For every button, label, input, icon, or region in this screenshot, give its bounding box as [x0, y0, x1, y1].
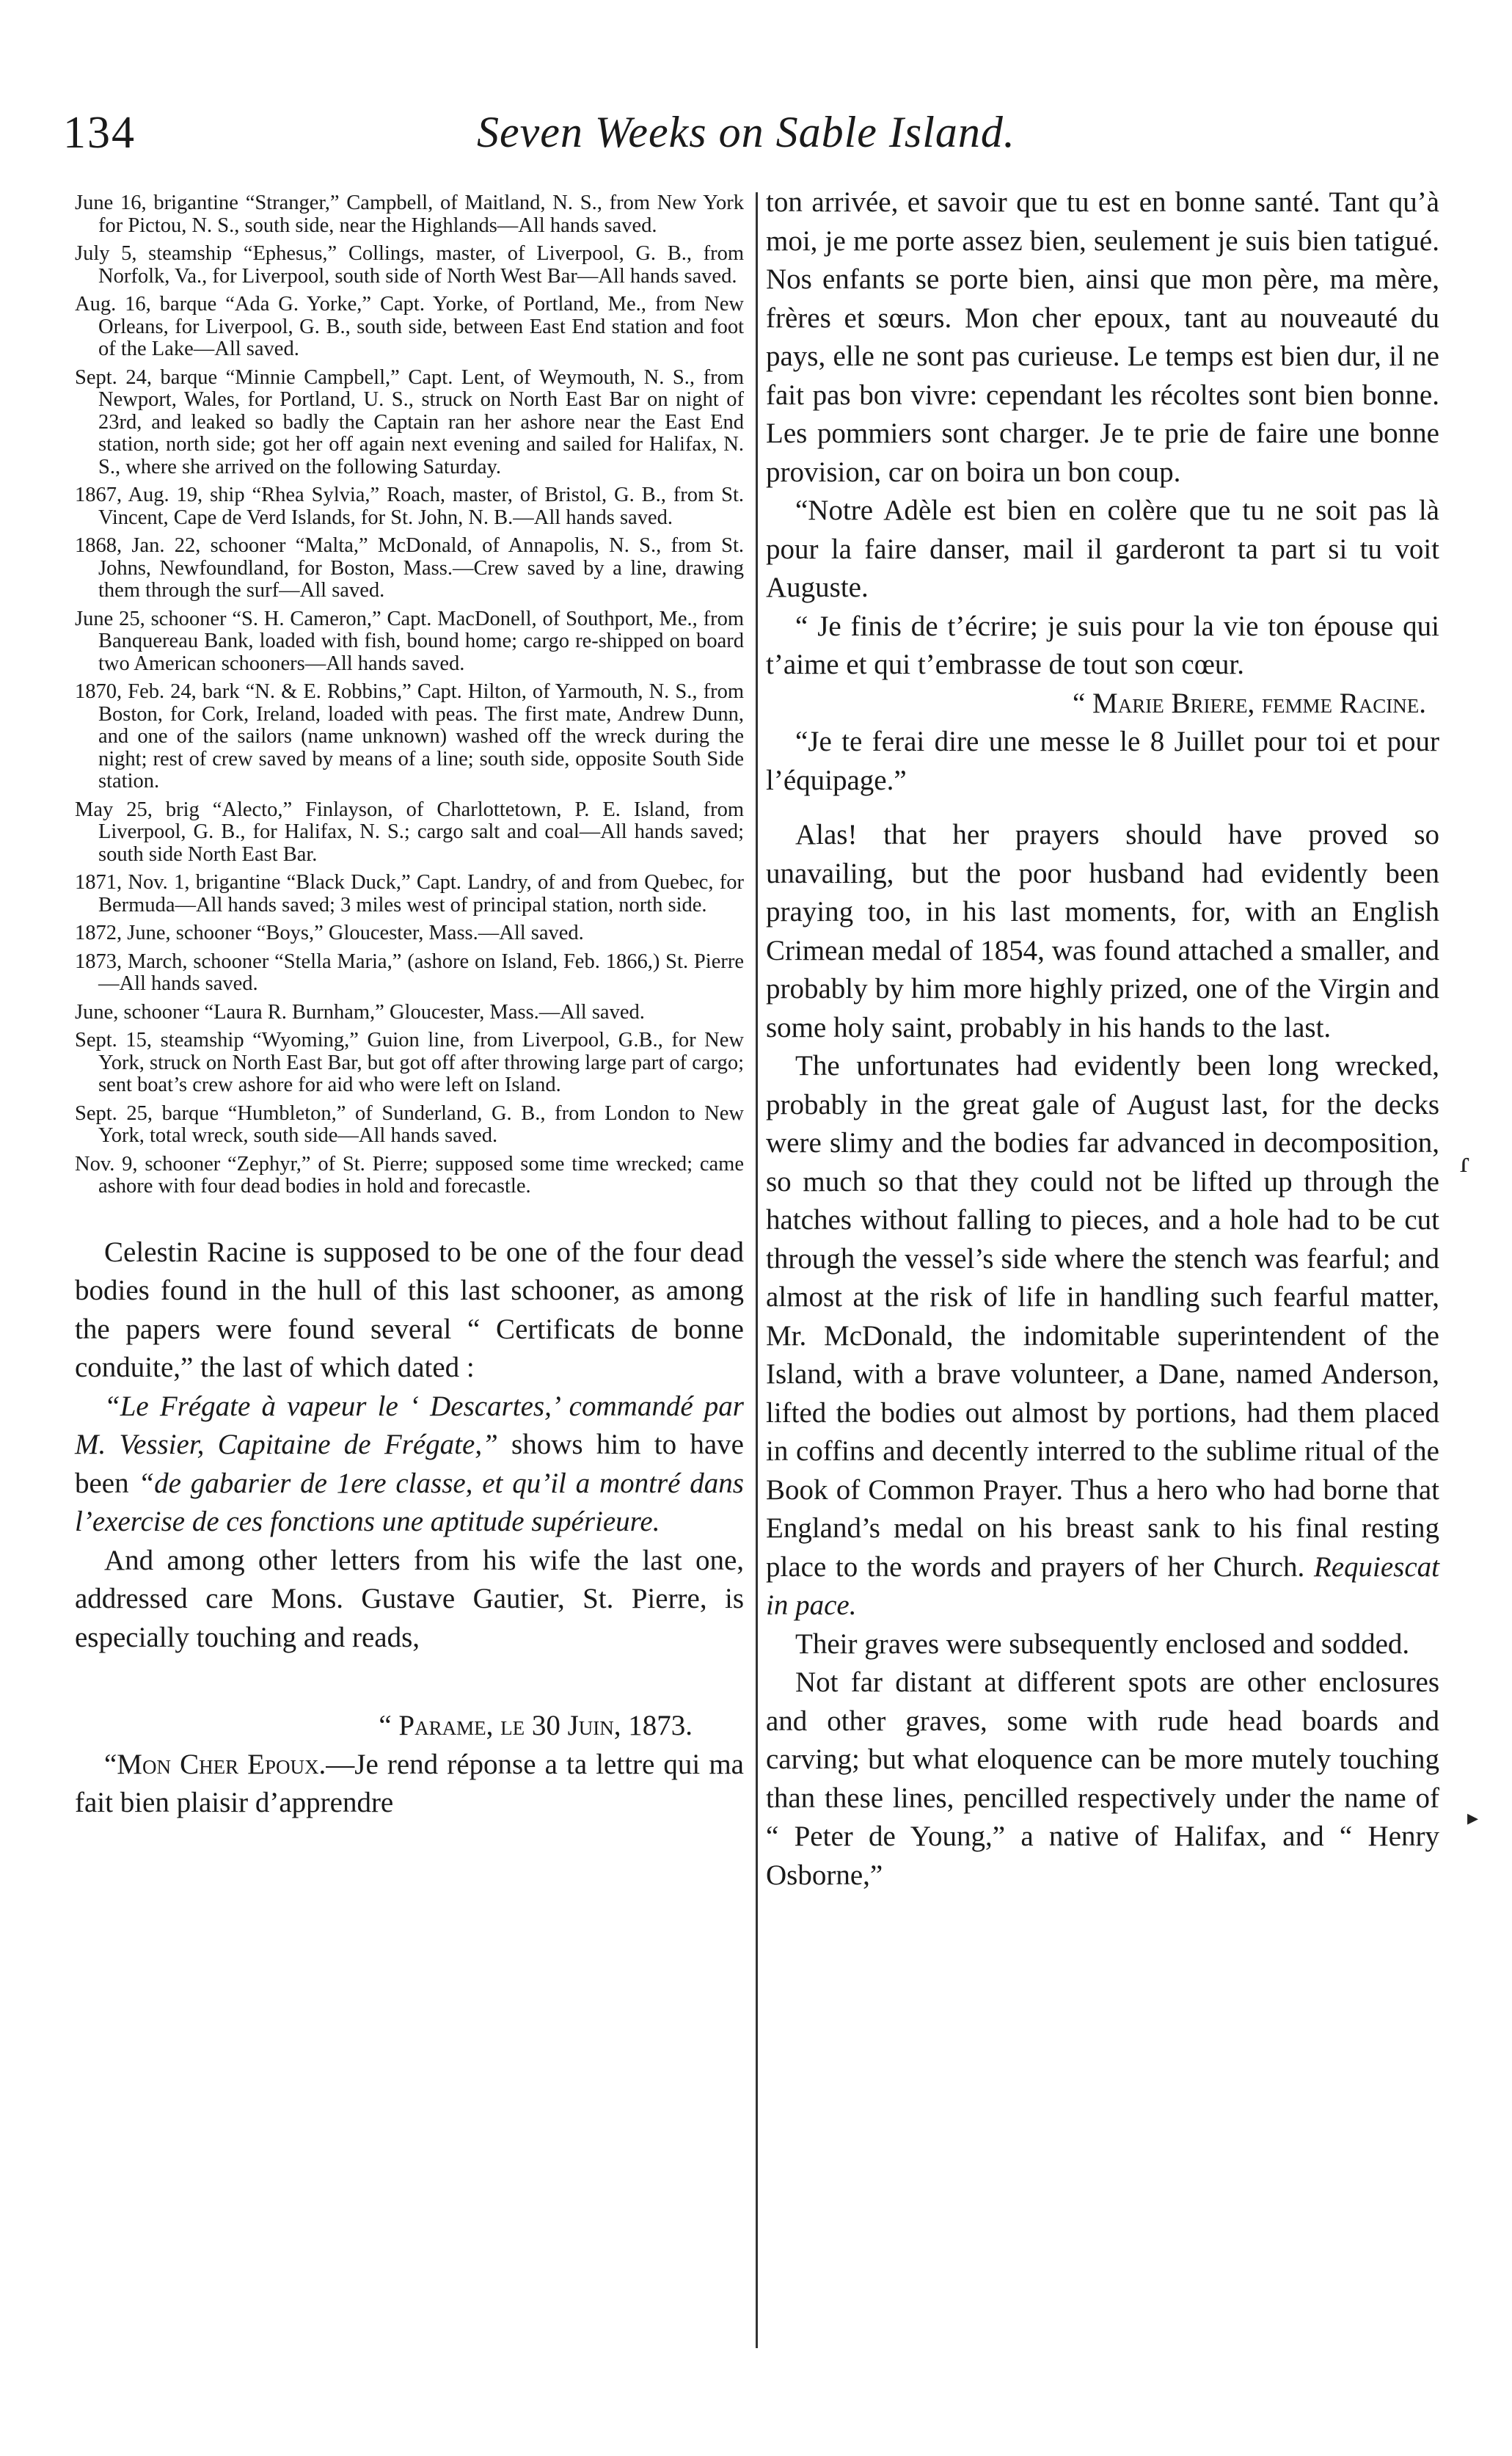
wreck-entry: June 25, schooner “S. H. Cameron,” Capt. MacDonell, of Southport, Me., from Banquereau Bank, loaded with fish, bound home; cargo re-shipped on board two American schooners—All hands saved.	[75, 607, 744, 675]
page-number: 134	[63, 108, 136, 158]
letter-dateline: “ Parame, le 30 Juin, 1873.	[379, 1710, 693, 1741]
wreck-entry: Aug. 16, barque “Ada G. Yorke,” Capt. Yorke, of Portland, Me., from New Orleans, for Liverpool, G. B., south side, between East End station and foot of the Lake—All saved.	[75, 293, 744, 360]
wreck-entry: Sept. 24, barque “Minnie Campbell,” Capt. Lent, of Weymouth, N. S., from Newport, Wales, for Portland, U. S., struck on North East Bar on night of 23rd, and leaked so badly the Captain ran her ashore near the East End station, north side; got her off again next evening and sailed for Halifax, N. S., where she arrived on the following Saturday.	[75, 365, 744, 478]
body-paragraph: Not far distant at different spots are other enclosures and other graves, some with rude head boards and carving; but what eloquence can be more mutely touching than these lines, pencilled respectively under the name of “ Peter de Young,” a native of Halifax, and “ Henry Osborne,”	[766, 1666, 1439, 1891]
body-paragraph	[766, 1047, 1439, 1625]
wreck-entry: May 25, brig “Alecto,” Finlayson, of Charlottetown, P. E. Island, from Liverpool, G. B., for Halifax, N. S.; cargo salt and coal—All hands saved; south side North East Bar.	[75, 798, 744, 866]
body-text: shows him to have been	[75, 1429, 744, 1499]
body-paragraph: Their graves were subsequently enclosed and sodded.	[795, 1628, 1410, 1660]
wreck-entry: 1870, Feb. 24, bark “N. & E. Robbins,” Capt. Hilton, of Yarmouth, N. S., from Boston, for Cork, Ireland, loaded with peas. The first mate, Andrew Dunn, and one of the sailors (name unknown) washed off the wreck during the night; rest of crew saved by means of a line; south side, opposite South Side station.	[75, 680, 744, 792]
body-paragraph	[75, 1746, 744, 1823]
body-text: The unfortunates had evidently been long wrecked, probably in the great gale of August last, for the decks were slimy and the bodies far advanced in decomposition, so much so that they could not be lifted up through the hatches without falling to pieces, and a hole had to be cut through the vessel’s side where the stench was fearful; and almost at the risk of life in handling such fearful matter, Mr. McDonald, the indomitable superintendent of the Island, with a brave volunteer, a Dane, named Anderson, lifted the bodies out almost by portions, had them placed in coffins and decently interred to the sublime ritual of the Book of Common Prayer. Thus a hero who had borne that England’s medal on his breast sank to his final resting place to the words and prayers of her Church.	[766, 1050, 1439, 1583]
italic-quote: “Le Frégate à vapeur le ‘ Descartes,’ commandé par M. Vessier, Capitaine de Frégate,”	[75, 1390, 744, 1460]
body-paragraph: Celestin Racine is supposed to be one of the four dead bodies found in the hull of this last schooner, as among the papers were found several “ Certificats de bonne conduite,” the last of which dated :	[75, 1236, 744, 1383]
right-column	[766, 183, 1439, 1895]
left-column	[75, 192, 744, 1823]
wreck-entry: Sept. 15, steamship “Wyoming,” Guion line, from Liverpool, G.B., for New York, struck on North East Bar, but got off after throwing large part of cargo; sent boat’s crew ashore for aid who were left on Island.	[75, 1029, 744, 1096]
column-divider	[756, 192, 758, 2348]
wreck-entry: Sept. 25, barque “Humbleton,” of Sunderland, G. B., from London to New York, total wreck, south side—All hands saved.	[75, 1101, 744, 1147]
wreck-entry: June, schooner “Laura R. Burnham,” Gloucester, Mass.—All saved.	[75, 1000, 645, 1024]
wreck-entry: 1868, Jan. 22, schooner “Malta,” McDonald, of Annapolis, N. S., from St. Johns, Newfoundland, for Boston, Mass.—Crew saved by a line, drawing them through the surf—All saved.	[75, 534, 744, 602]
wreck-entry: July 5, steamship “Ephesus,” Collings, master, of Liverpool, G. B., from Norfolk, Va., for Liverpool, south side of North West Bar—All hands saved.	[75, 242, 744, 288]
wreck-entry: 1867, Aug. 19, ship “Rhea Sylvia,” Roach, master, of Bristol, G. B., from St. Vincent, Cape de Verd Islands, for St. John, N. B.—All hands saved.	[75, 484, 744, 529]
margin-mark: ▸	[1467, 1806, 1479, 1830]
wreck-entry: Nov. 9, schooner “Zephyr,” of St. Pierre; supposed some time wrecked; came ashore with four dead bodies in hold and forecastle.	[75, 1152, 744, 1198]
italic-quote: Requiescat in pace.	[766, 1551, 1439, 1621]
body-paragraph	[75, 1388, 744, 1542]
wreck-entry: 1871, Nov. 1, brigantine “Black Duck,” Capt. Landry, of and from Quebec, for Bermuda—All hands saved; 3 miles west of principal station, north side.	[75, 871, 744, 917]
wreck-entry: 1873, March, schooner “Stella Maria,” (ashore on Island, Feb. 1866,) St. Pierre—All hands saved.	[75, 950, 744, 995]
margin-mark: ɾ	[1460, 1145, 1470, 1178]
wreck-entry: June 16, brigantine “Stranger,” Campbell, of Maitland, N. S., from New York for Pictou, N. S., south side, near the Highlands—All hands saved.	[75, 192, 744, 237]
body-paragraph: And among other letters from his wife the last one, addressed care Mons. Gustave Gautier, St. Pierre, is especially touching and reads,	[75, 1544, 744, 1653]
body-text: —Je rend réponse a ta lettre qui ma fait bien plaisir d’apprendre	[75, 1748, 744, 1818]
body-paragraph: ton arrivée, et savoir que tu est en bonne santé. Tant qu’à moi, je me porte assez bien, seulement je suis bien tatigué. Nos enfants se porte bien, ainsi que mon père, ma mère, frères et sœurs. Mon cher epoux, tant au nouveauté du pays, elle ne sont pas curieuse. Le temps est bien dur, il ne fait pas bon vivre: cependant les récoltes sont bien bonne. Les pommiers sont charger. Je te prie de faire une bonne provision, car on boira un bon coup.	[766, 186, 1439, 488]
letter-signature: “ Marie Briere, femme Racine.	[1072, 687, 1426, 719]
wreck-entry: 1872, June, schooner “Boys,” Gloucester, Mass.—All saved.	[75, 922, 584, 944]
body-paragraph: Alas! that her prayers should have proved so unavailing, but the poor husband had evidently been praying too, in his last moments, for, with an English Crimean medal of 1854, was found attached a smaller, and probably by him more highly prized, one of the Virgin and some holy saint, probably in his hands to the last.	[766, 819, 1439, 1043]
letter-salutation: “Mon Cher Epoux.	[104, 1748, 326, 1780]
italic-quote: “de gabarier de 1ere classe, et qu’il a montré dans l’exercise de ces fonctions une aptitude supérieure.	[75, 1467, 744, 1537]
body-paragraph: “Notre Adèle est bien en colère que tu ne soit pas là pour la faire danser, mail il garderont ta part si tu voit Auguste.	[766, 495, 1439, 603]
body-paragraph: “ Je finis de t’écrire; je suis pour la vie ton épouse qui t’aime et qui t’embrasse de tout son cœur.	[766, 610, 1439, 680]
wreck-list	[75, 192, 744, 1198]
running-title: Seven Weeks on Sable Island.	[477, 108, 1015, 156]
body-paragraph: “Je te ferai dire une messe le 8 Juillet pour toi et pour l’équipage.”	[766, 726, 1439, 796]
